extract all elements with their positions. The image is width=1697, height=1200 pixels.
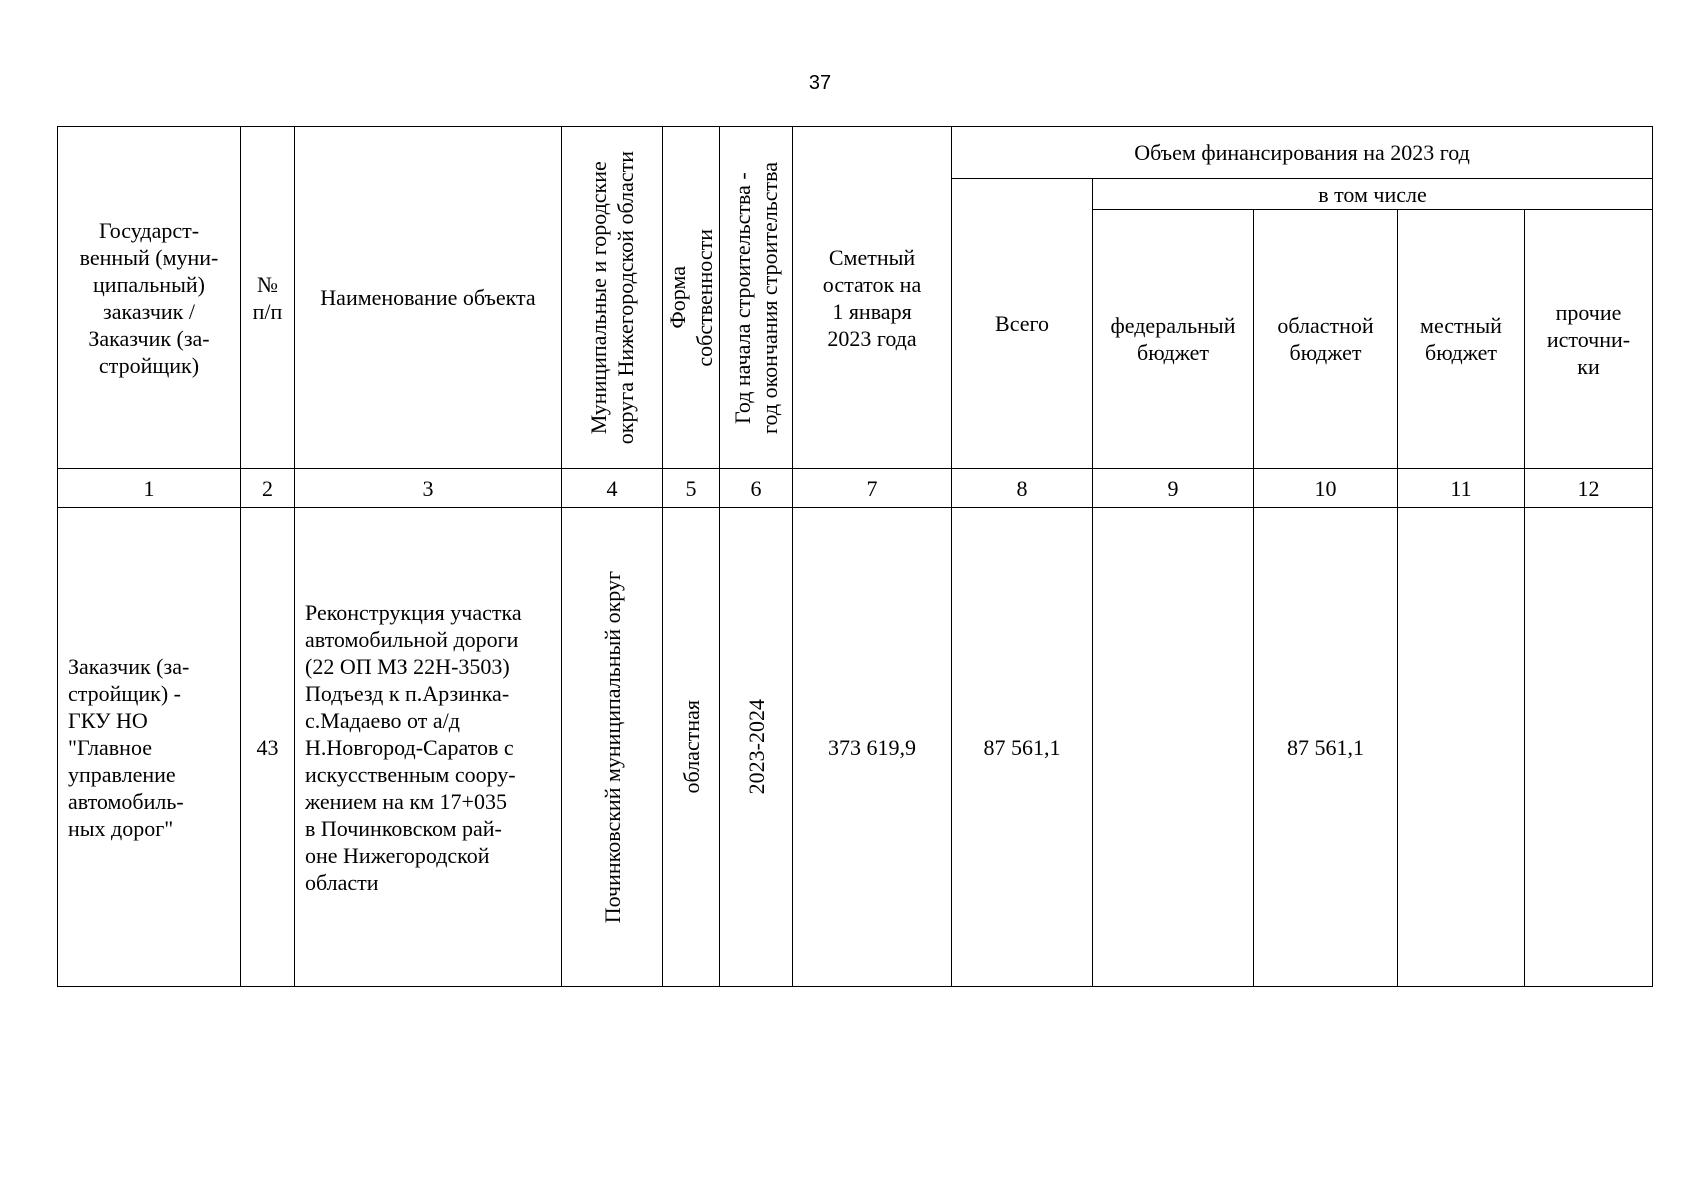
table-row xyxy=(58,508,1653,987)
column-number: 2 xyxy=(241,469,295,508)
row-object-name: Реконструкция участка автомобильной дороги (22 ОП МЗ 22Н-3503) Подъезд к п.Арзинка- с.Мадаево от а/д Н.Новгород-Саратов с искусственным соору- жением на км 17+035 в Починковском рай- оне Нижегородской области xyxy=(295,508,562,987)
column-number: 6 xyxy=(720,469,793,508)
row-ownership: областная xyxy=(678,700,704,794)
header-years-cell xyxy=(720,127,793,469)
header-estimate-balance: Сметный остаток на 1 января 2023 года xyxy=(793,127,952,469)
row-municipality-cell xyxy=(562,508,663,987)
header-total: Всего xyxy=(952,179,1093,469)
header-regional: областной бюджет xyxy=(1254,210,1398,469)
column-number: 3 xyxy=(295,469,562,508)
header-financing-title: Объем финансирования на 2023 год xyxy=(952,127,1653,179)
column-number: 7 xyxy=(793,469,952,508)
page-number: 37 xyxy=(808,72,832,94)
column-numbers-row xyxy=(58,469,1653,508)
row-total: 87 561,1 xyxy=(952,508,1093,987)
header-local: местный бюджет xyxy=(1398,210,1525,469)
column-number: 12 xyxy=(1525,469,1653,508)
row-local xyxy=(1398,508,1525,987)
header-row-1 xyxy=(58,127,1653,179)
row-years-cell xyxy=(720,508,793,987)
row-customer: Заказчик (за- стройщик) - ГКУ НО "Главное управление автомобиль- ных дорог" xyxy=(58,508,241,987)
header-federal: федеральный бюджет xyxy=(1093,210,1254,469)
column-number: 8 xyxy=(952,469,1093,508)
column-number: 9 xyxy=(1093,469,1254,508)
row-number: 43 xyxy=(241,508,295,987)
row-regional: 87 561,1 xyxy=(1254,508,1398,987)
header-number: № п/п xyxy=(241,127,295,469)
header-municipality-cell xyxy=(562,127,663,469)
row-other xyxy=(1525,508,1653,987)
row-municipality: Починковский муниципальный округ xyxy=(599,570,625,924)
column-number: 11 xyxy=(1398,469,1525,508)
header-other: прочие источни- ки xyxy=(1525,210,1653,469)
financing-table xyxy=(57,126,1653,987)
header-municipality: Муниципальные и городские округа Нижегородской области xyxy=(586,150,638,445)
header-ownership: Форма собственности xyxy=(665,228,717,367)
header-including: в том числе xyxy=(1093,179,1653,210)
row-federal xyxy=(1093,508,1254,987)
header-years: Год начала строительства - год окончания строительства xyxy=(730,161,782,434)
column-number: 10 xyxy=(1254,469,1398,508)
row-ownership-cell xyxy=(663,508,720,987)
header-object-name: Наименование объекта xyxy=(295,127,562,469)
header-ownership-cell xyxy=(663,127,720,469)
column-number: 1 xyxy=(58,469,241,508)
header-customer: Государст- венный (муни- ципальный) заказчик / Заказчик (за- стройщик) xyxy=(58,127,241,469)
column-number: 5 xyxy=(663,469,720,508)
row-years: 2023-2024 xyxy=(743,699,769,795)
column-number: 4 xyxy=(562,469,663,508)
row-estimate-balance: 373 619,9 xyxy=(793,508,952,987)
